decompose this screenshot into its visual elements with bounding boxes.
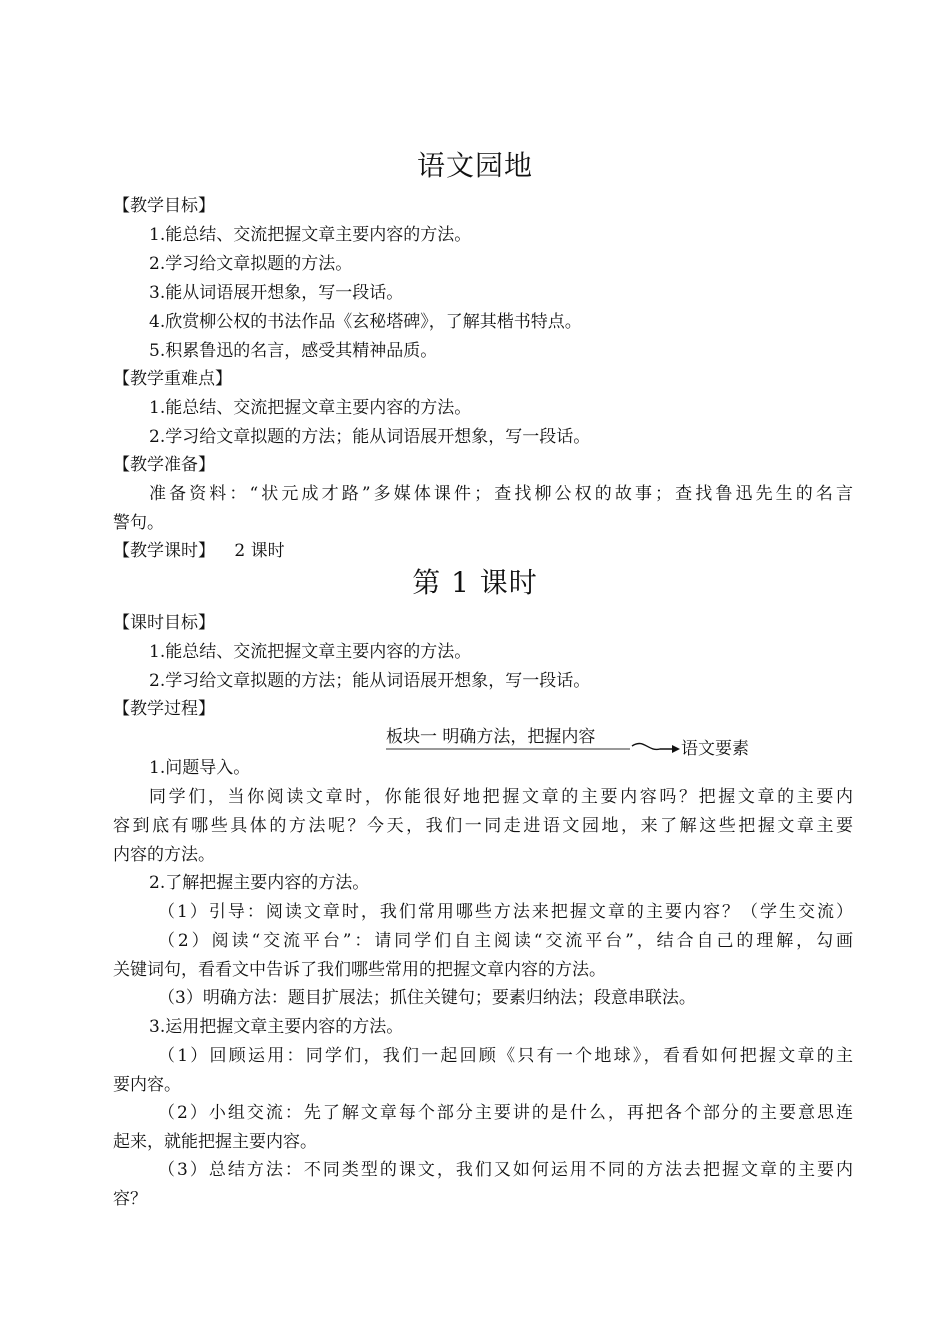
section-heading-process: 【教学过程】 — [113, 699, 215, 719]
lesson-goal-item: 1.能总结、交流把握文章主要内容的方法。 — [149, 642, 472, 662]
step-item-line: 起来，就能把握主要内容。 — [113, 1132, 317, 1152]
step-item-line: （1）回顾运用：同学们，我们一起回顾《只有一个地球》，看看如何把握文章的主 — [158, 1046, 853, 1066]
step-item-line: 关键词句，看看文中告诉了我们哪些常用的把握文章内容的方法。 — [113, 960, 606, 980]
step-item-line: 要内容。 — [113, 1075, 181, 1095]
goal-item: 3.能从词语展开想象，写一段话。 — [149, 283, 404, 303]
step-title: 1.问题导入。 — [149, 758, 251, 778]
lesson-title: 第 1 课时 — [412, 566, 538, 599]
key-point-item: 1.能总结、交流把握文章主要内容的方法。 — [149, 398, 472, 418]
step-paragraph-line: 同学们，当你阅读文章时，你能很好地把握文章的主要内容吗？把握文章的主要内 — [149, 787, 853, 807]
step-item-line: 容？ — [113, 1189, 147, 1209]
goal-item: 4.欣赏柳公权的书法作品《玄秘塔碑》，了解其楷书特点。 — [149, 312, 582, 332]
goal-item: 2.学习给文章拟题的方法。 — [149, 254, 353, 274]
step-title: 2.了解把握主要内容的方法。 — [149, 873, 370, 893]
step-item-line: （1）引导：阅读文章时，我们常用哪些方法来把握文章的主要内容？（学生交流） — [158, 902, 853, 922]
goal-item: 5.积累鲁迅的名言，感受其精神品质。 — [149, 341, 438, 361]
step-item-line: （2）小组交流：先了解文章每个部分主要讲的是什么，再把各个部分的主要意思连 — [158, 1103, 853, 1123]
section-heading-key-points: 【教学重难点】 — [113, 369, 232, 389]
section-heading-goals: 【教学目标】 — [113, 196, 215, 216]
step-item-line: （2）阅读“交流平台”：请同学们自主阅读“交流平台”，结合自己的理解，勾画 — [158, 931, 853, 951]
section-heading-hours — [113, 540, 853, 562]
hours-label: 【教学课时】 — [113, 541, 215, 561]
preparation-text-cont: 警句。 — [113, 513, 164, 533]
section-heading-preparation: 【教学准备】 — [113, 455, 215, 475]
preparation-text: 准备资料：“状元成才路”多媒体课件；查找柳公权的故事；查找鲁迅先生的名言 — [149, 484, 853, 504]
document-title: 语文园地 — [416, 149, 533, 182]
step-item-line: （3）明确方法：题目扩展法；抓住关键句；要素归纳法；段意串联法。 — [158, 988, 696, 1008]
callout-tag: 语文要素 — [681, 739, 749, 759]
goal-item: 1.能总结、交流把握文章主要内容的方法。 — [149, 225, 472, 245]
step-title: 3.运用把握文章主要内容的方法。 — [149, 1017, 404, 1037]
step-item-line: （3）总结方法：不同类型的课文，我们又如何运用不同的方法去把握文章的主要内 — [158, 1160, 853, 1180]
step-paragraph-line: 容到底有哪些具体的方法呢？今天，我们一同走进语文园地，来了解这些把握文章主要 — [113, 816, 853, 836]
callout-block-title: 板块一 明确方法，把握内容 — [386, 727, 596, 747]
hours-value: 2 课时 — [234, 541, 285, 561]
key-point-item: 2.学习给文章拟题的方法；能从词语展开想象，写一段话。 — [149, 427, 591, 447]
lesson-goal-item: 2.学习给文章拟题的方法；能从词语展开想象，写一段话。 — [149, 671, 591, 691]
step-paragraph-line: 内容的方法。 — [113, 845, 215, 865]
section-heading-lesson-goals: 【课时目标】 — [113, 613, 215, 633]
